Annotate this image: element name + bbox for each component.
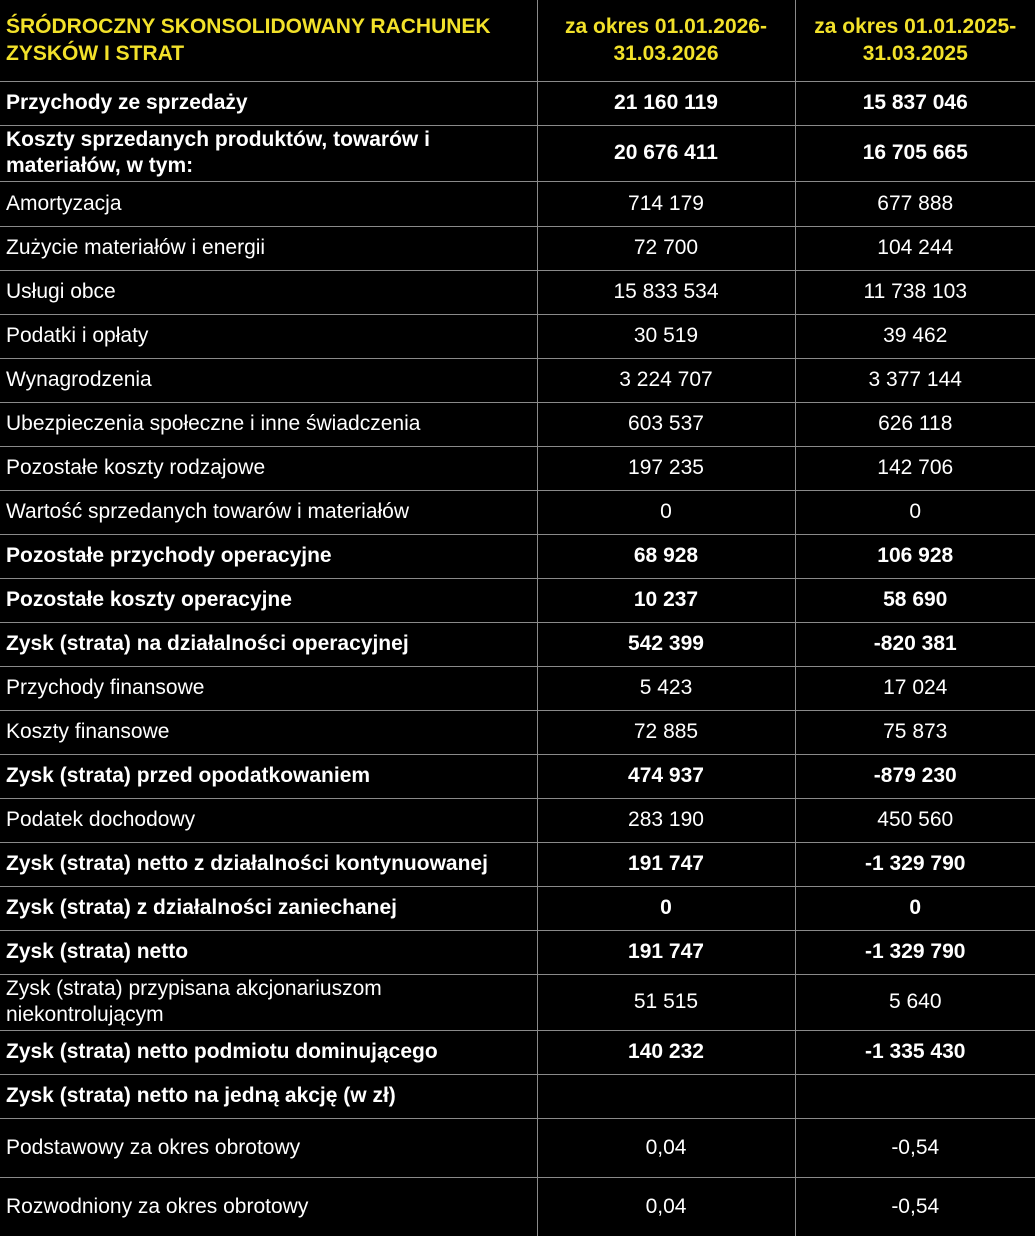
value-2026: 72 700: [537, 226, 795, 270]
table-row: [0, 930, 1035, 974]
row-label: Pozostałe koszty rodzajowe: [0, 446, 537, 490]
value-2026: 603 537: [537, 402, 795, 446]
value-2025: -1 329 790: [795, 930, 1035, 974]
value-2025: 0: [795, 886, 1035, 930]
value-2025: -0,54: [795, 1118, 1035, 1177]
table-row: [0, 125, 1035, 181]
table-row: [0, 314, 1035, 358]
value-2025: 142 706: [795, 446, 1035, 490]
table-row: [0, 974, 1035, 1030]
value-2025: 0: [795, 490, 1035, 534]
value-2026: 542 399: [537, 622, 795, 666]
value-2025: -1 329 790: [795, 842, 1035, 886]
value-2026: 15 833 534: [537, 270, 795, 314]
value-2025: 17 024: [795, 666, 1035, 710]
value-2026: 191 747: [537, 842, 795, 886]
value-2026: [537, 1074, 795, 1118]
value-2026: 51 515: [537, 974, 795, 1030]
table-row: [0, 1118, 1035, 1177]
value-2025: [795, 1074, 1035, 1118]
row-label: Koszty finansowe: [0, 710, 537, 754]
table-row: [0, 1030, 1035, 1074]
value-2026: 197 235: [537, 446, 795, 490]
value-2025: 677 888: [795, 181, 1035, 226]
table-row: [0, 842, 1035, 886]
table-row: [0, 490, 1035, 534]
value-2025: 75 873: [795, 710, 1035, 754]
period-2025-header: za okres 01.01.2025-31.03.2025: [814, 15, 1017, 66]
header-row: [0, 0, 1035, 81]
value-2026: 5 423: [537, 666, 795, 710]
value-2026: 0: [537, 490, 795, 534]
table-row: [0, 534, 1035, 578]
value-2026: 68 928: [537, 534, 795, 578]
row-label: Podatki i opłaty: [0, 314, 537, 358]
value-2026: 10 237: [537, 578, 795, 622]
value-2026: 714 179: [537, 181, 795, 226]
value-2025: 15 837 046: [795, 81, 1035, 125]
value-2026: 0: [537, 886, 795, 930]
value-2026: 140 232: [537, 1030, 795, 1074]
row-label: Zysk (strata) na działalności operacyjnej: [0, 622, 537, 666]
table-row: [0, 710, 1035, 754]
value-2025: 11 738 103: [795, 270, 1035, 314]
value-2026: 20 676 411: [537, 125, 795, 181]
value-2025: 39 462: [795, 314, 1035, 358]
row-label: Zysk (strata) netto na jedną akcję (w zł): [0, 1074, 537, 1118]
table-row: [0, 270, 1035, 314]
table-row: [0, 446, 1035, 490]
table-row: [0, 358, 1035, 402]
table-title: ŚRÓDROCZNY SKONSOLIDOWANY RACHUNEK ZYSKÓW I STRAT: [0, 0, 537, 81]
value-2026: 474 937: [537, 754, 795, 798]
table-row: [0, 886, 1035, 930]
table-row: [0, 226, 1035, 270]
value-2026: 191 747: [537, 930, 795, 974]
row-label: Wartość sprzedanych towarów i materiałów: [0, 490, 537, 534]
value-2025: -820 381: [795, 622, 1035, 666]
row-label: Zysk (strata) przypisana akcjonariuszom niekontrolującym: [0, 974, 537, 1030]
row-label: Koszty sprzedanych produktów, towarów i materiałów, w tym:: [0, 125, 537, 181]
value-2026: 21 160 119: [537, 81, 795, 125]
value-2025: 58 690: [795, 578, 1035, 622]
value-2025: 450 560: [795, 798, 1035, 842]
row-label: Zużycie materiałów i energii: [0, 226, 537, 270]
row-label: Amortyzacja: [0, 181, 537, 226]
row-label: Przychody finansowe: [0, 666, 537, 710]
row-label: Podatek dochodowy: [0, 798, 537, 842]
value-2025: 626 118: [795, 402, 1035, 446]
row-label: Wynagrodzenia: [0, 358, 537, 402]
value-2026: 3 224 707: [537, 358, 795, 402]
period-2026-header: za okres 01.01.2026-31.03.2026: [537, 0, 795, 81]
value-2025: 16 705 665: [795, 125, 1035, 181]
value-2025: -879 230: [795, 754, 1035, 798]
table-row: [0, 1177, 1035, 1236]
value-2025: 5 640: [795, 974, 1035, 1030]
row-label: Zysk (strata) z działalności zaniechanej: [0, 886, 537, 930]
table-row: [0, 181, 1035, 226]
table-row: [0, 754, 1035, 798]
row-label: Pozostałe koszty operacyjne: [0, 578, 537, 622]
value-2026: 0,04: [537, 1177, 795, 1236]
value-2025: 106 928: [795, 534, 1035, 578]
value-2025: 104 244: [795, 226, 1035, 270]
row-label: Przychody ze sprzedaży: [0, 81, 537, 125]
table-row: [0, 402, 1035, 446]
value-2026: 30 519: [537, 314, 795, 358]
table-row: [0, 622, 1035, 666]
row-label: Pozostałe przychody operacyjne: [0, 534, 537, 578]
table-row: [0, 81, 1035, 125]
row-label: Rozwodniony za okres obrotowy: [0, 1177, 537, 1236]
table-row: [0, 578, 1035, 622]
value-2025: -0,54: [795, 1177, 1035, 1236]
row-label: Zysk (strata) netto podmiotu dominującego: [0, 1030, 537, 1074]
row-label: Ubezpieczenia społeczne i inne świadczenia: [0, 402, 537, 446]
row-label: Zysk (strata) przed opodatkowaniem: [0, 754, 537, 798]
row-label: Zysk (strata) netto z działalności kontynuowanej: [0, 842, 537, 886]
value-2025: 3 377 144: [795, 358, 1035, 402]
row-label: Zysk (strata) netto: [0, 930, 537, 974]
table-row: [0, 798, 1035, 842]
table-row: [0, 1074, 1035, 1118]
value-2026: 72 885: [537, 710, 795, 754]
value-2026: 283 190: [537, 798, 795, 842]
value-2025: -1 335 430: [795, 1030, 1035, 1074]
row-label: Usługi obce: [0, 270, 537, 314]
value-2026: 0,04: [537, 1118, 795, 1177]
row-label: Podstawowy za okres obrotowy: [0, 1118, 537, 1177]
table-row: [0, 666, 1035, 710]
